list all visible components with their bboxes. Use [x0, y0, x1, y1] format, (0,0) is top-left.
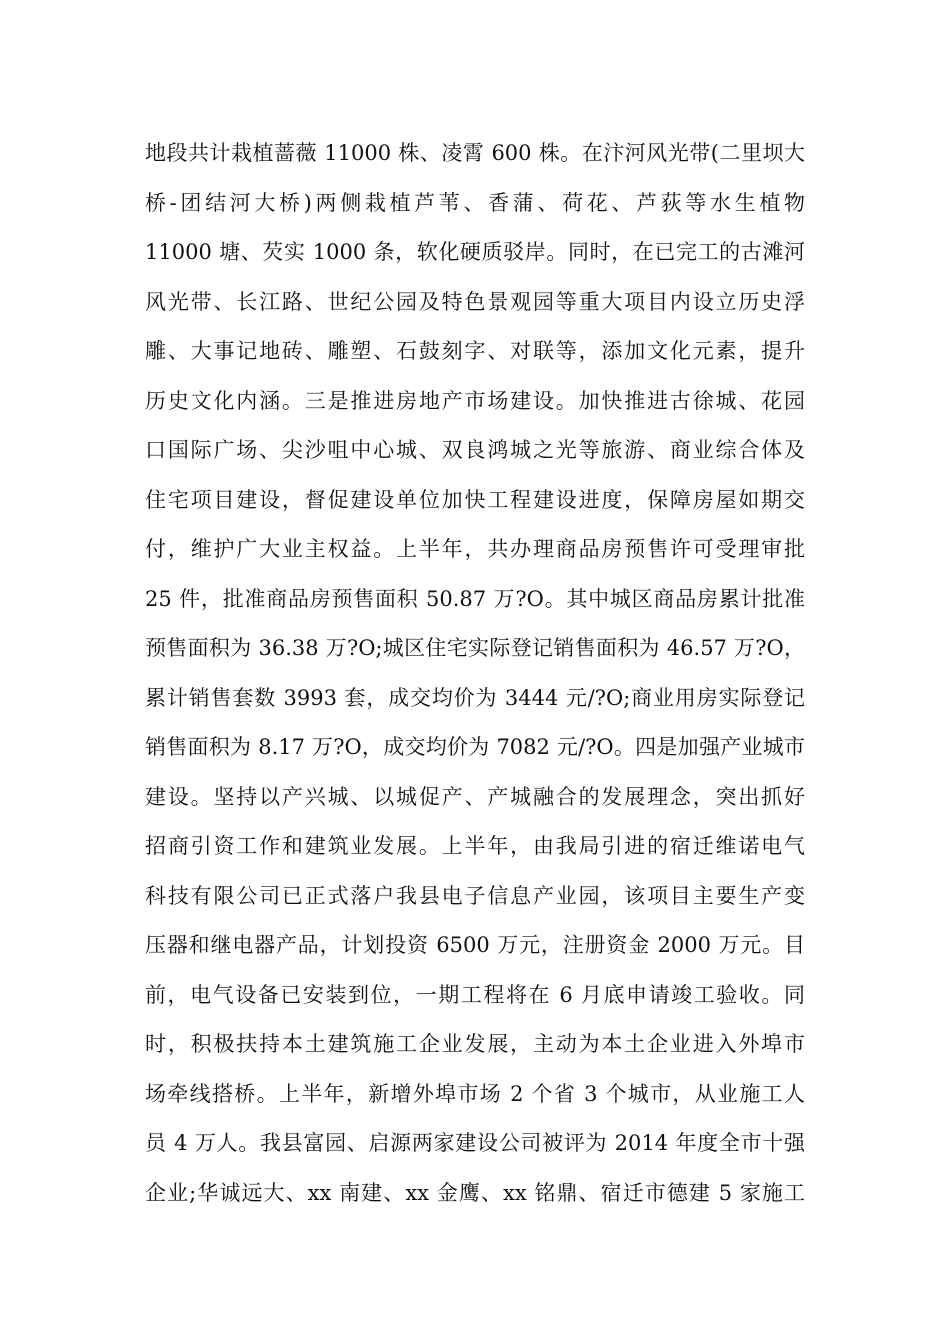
text-line-8: 住宅项目建设，督促建设单位加快工程建设进度，保障房屋如期交: [145, 487, 805, 512]
text-line-5: 雕、大事记地砖、雕塑、石鼓刻字、对联等，添加文化元素，提升: [145, 339, 805, 363]
text-line-1: 地段共计栽植蔷薇 11000 株、凌霄 600 株。在汴河风光带(二里坝大: [145, 141, 805, 165]
text-line-3: 11000 塘、芡实 1000 条，软化硬质驳岸。同时，在已完工的古滩河: [145, 240, 805, 264]
text-line-12: 累计销售套数 3993 套，成交均价为 3444 元/?O;商业用房实际登记: [145, 685, 805, 710]
text-line-19: 时，积极扶持本土建筑施工企业发展，主动为本土企业进入外埠市: [145, 1032, 805, 1056]
text-line-11: 预售面积为 36.38 万?O;城区住宅实际登记销售面积为 46.57 万?O，: [145, 636, 805, 660]
text-line-15: 招商引资工作和建筑业发展。上半年，由我局引进的宿迁维诺电气: [145, 834, 805, 858]
text-line-16: 科技有限公司已正式落户我县电子信息产业园，该项目主要生产变: [145, 883, 805, 908]
text-line-7: 口国际广场、尖沙咀中心城、双良鸿城之光等旅游、商业综合体及: [145, 438, 805, 462]
text-line-2: 桥-团结河大桥)两侧栽植芦苇、香蒲、荷花、芦荻等水生植物: [145, 190, 805, 215]
text-line-13: 销售面积为 8.17 万?O，成交均价为 7082 元/?O。四是加强产业城市: [145, 735, 805, 759]
text-line-6: 历史文化内涵。三是推进房地产市场建设。加快推进古徐城、花园: [145, 388, 805, 413]
text-line-22: 企业;华诚远大、xx 南建、xx 金鹰、xx 铭鼎、宿迁市德建 5 家施工: [145, 1180, 805, 1205]
text-line-21: 员 4 万人。我县富园、启源两家建设公司被评为 2014 年度全市十强: [145, 1131, 805, 1155]
text-line-18: 前，电气设备已安装到位，一期工程将在 6 月底申请竣工验收。同: [145, 982, 805, 1007]
text-line-14: 建设。坚持以产兴城、以城促产、产城融合的发展理念，突出抓好: [145, 784, 805, 809]
text-line-17: 压器和继电器产品，计划投资 6500 万元，注册资金 2000 万元。目: [145, 933, 805, 957]
text-line-10: 25 件，批准商品房预售面积 50.87 万?O。其中城区商品房累计批准: [145, 586, 805, 611]
body-paragraph: [145, 129, 805, 1218]
text-line-4: 风光带、长江路、世纪公园及特色景观园等重大项目内设立历史浮: [145, 289, 805, 314]
text-line-9: 付，维护广大业主权益。上半年，共办理商品房预售许可受理审批: [145, 537, 805, 561]
text-line-20: 场牵线搭桥。上半年，新增外埠市场 2 个省 3 个城市，从业施工人: [145, 1081, 805, 1106]
